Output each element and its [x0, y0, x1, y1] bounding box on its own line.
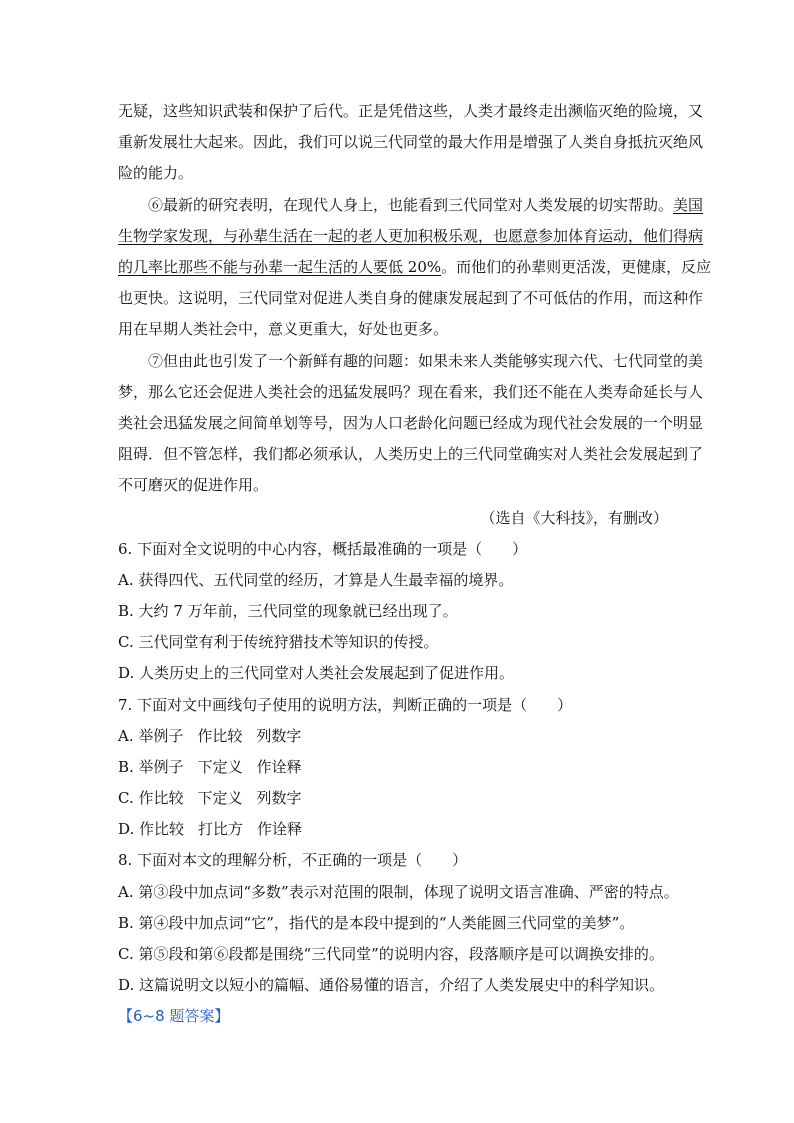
option-part: 列数字 [256, 789, 302, 807]
answer-heading: 【6~8 题答案】 [118, 1007, 230, 1025]
question-7-option-b [118, 756, 316, 777]
paragraph-7 [118, 346, 704, 501]
text-line: 无疑，这些知识武装和保护了后代。正是凭借这些，人类才最终走出濒临灭绝的险境，又 [118, 102, 704, 120]
option-part: D. 作比较 [118, 820, 185, 838]
option-part: 下定义 [197, 758, 243, 776]
text-line: 类社会迅猛发展之间简单划等号，因为人口老龄化问题已经成为现代社会发展的一个明显 [118, 414, 704, 432]
question-7-option-d [118, 818, 316, 839]
question-6-stem: 6. 下面对全文说明的中心内容，概括最准确的一项是（ ） [118, 540, 528, 558]
paragraph-5-continued [118, 96, 704, 189]
question-8-option-a: A. 第③段中加点词“多数”表示对范围的限制，体现了说明文语言准确、严密的特点。 [118, 883, 679, 901]
option-part: B. 举例子 [118, 758, 184, 776]
source-citation: （选自《大科技》，有删改） [480, 509, 668, 527]
text-line: 险的能力。 [118, 164, 194, 182]
question-8-option-c: C. 第⑤段和第⑥段都是围绕“三代同堂”的说明内容，段落顺序是可以调换安排的。 [118, 945, 664, 963]
option-part: A. 举例子 [118, 727, 184, 745]
text-line [118, 190, 704, 221]
text-line: ⑦但由此也引发了一个新鲜有趣的问题：如果未来人类能够实现六代、七代同堂的美 [148, 352, 704, 370]
question-6-option-b: B. 大约 7 万年前，三代同堂的现象就已经出现了。 [118, 602, 458, 620]
option-part: 列数字 [256, 727, 302, 745]
question-7-option-a [118, 725, 315, 746]
option-part: 打比方 [198, 820, 244, 838]
plain-text: ⑥最新的研究表明，在现代人身上，也能看到三代同堂对人类发展的切实帮助。 [148, 196, 674, 214]
text-line: 不可磨灭的促进作用。 [118, 476, 269, 494]
question-8-option-d: D. 这篇说明文以短小的篇幅、通俗易懂的语言，介绍了人类发展史中的科学知识。 [118, 976, 665, 994]
option-part: 作诠释 [256, 758, 302, 776]
text-line: 阻碍．但不管怎样，我们都必须承认，人类历史上的三代同堂确实对人类社会发展起到了 [118, 445, 704, 463]
question-7-stem: 7. 下面对文中画线句子使用的说明方法，判断正确的一项是（ ） [118, 696, 573, 714]
paragraph-6 [118, 190, 712, 345]
question-8-option-b: B. 第④段中加点词“它”，指代的是本段中提到的“人类能圆三代同堂的美梦”。 [118, 914, 635, 932]
text-line: 用在早期人类社会中，意义更重大，好处也更多。 [118, 320, 449, 338]
text-line: 梦，那么它还会促进人类社会的迅猛发展吗？现在看来，我们还不能在人类寿命延长与人 [118, 383, 704, 401]
question-8-stem: 8. 下面对本文的理解分析，不正确的一项是（ ） [118, 851, 468, 869]
underlined-sentence: 生物学家发现，与孙辈生活在一起的老人更加积极乐观，也愿意参加体育运动，他们得病 [118, 227, 704, 245]
plain-text: 。而他们的孙辈则更活泼，更健康，反应 [441, 258, 712, 276]
option-part: C. 作比较 [118, 789, 184, 807]
option-part: 下定义 [197, 789, 243, 807]
question-6-option-c: C. 三代同堂有利于传统狩猎技术等知识的传授。 [118, 633, 439, 651]
underlined-sentence: 的几率比那些不能与孙辈一起生活的人要低 20% [118, 258, 442, 276]
underlined-sentence: 美国 [673, 196, 704, 214]
question-6-option-d: D. 人类历史上的三代同堂对人类社会发展起到了促进作用。 [118, 664, 515, 682]
text-line: 也更快。这说明，三代同堂对促进人类自身的健康发展起到了不可低估的作用，而这种作 [118, 289, 704, 307]
option-part: 作诠释 [257, 820, 303, 838]
question-7-option-c [118, 787, 316, 808]
text-line: 重新发展壮大起来。因此，我们可以说三代同堂的最大作用是增强了人类自身抵抗灭绝风 [118, 133, 704, 151]
option-part: 作比较 [197, 727, 243, 745]
text-line [118, 221, 704, 252]
text-line [118, 252, 712, 283]
question-6-option-a: A. 获得四代、五代同堂的经历，才算是人生最幸福的境界。 [118, 571, 514, 589]
